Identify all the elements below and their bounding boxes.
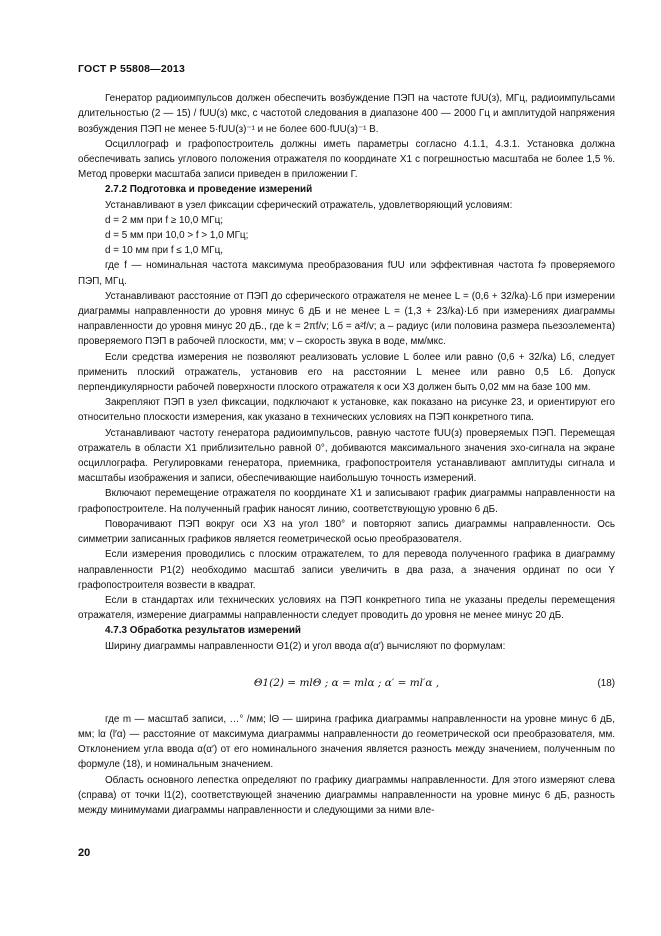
paragraph-formula-legend: где m — масштаб записи, …° /мм; lΘ — ширина графика диаграммы направленности на уровне минус 6 дБ, мм; lα (l′α) — расстояние от максимума диаграммы направленности до геометрической оси преобразователя, мм. Отклонением угла ввода α(α′) от его номинального значения является разность между значением, полученным по формуле (18), и номинальным значением. [78, 713, 615, 771]
document-page [78, 62, 615, 818]
section-heading-preparation: 2.7.2 Подготовка и проведение измерений [105, 184, 313, 196]
paragraph-recording: Включают перемещение отражателя по координате X1 и записывают график диаграммы направленности на графопостроителе. На полученный график наносят линию, соответствующую уровню 6 дБ. [78, 488, 615, 515]
paragraph-frequency-definition: где f — номинальная частота максимума преобразования fUU или эффективная частота fэ проверяемого ПЭП, МГц. [78, 260, 615, 287]
paragraph-oscillograph: Осциллограф и графопостроитель должны иметь параметры согласно 4.1.1, 4.3.1. Установка должна обеспечивать запись углового положения отражателя по координате X1 с погрешностью масштаба не более 1,5 %. Метод проверки масштаба записи приведен в приложении Г. [78, 138, 615, 181]
condition-line-2: d = 5 мм при 10,0 > f > 1,0 МГц; [105, 230, 249, 242]
paragraph-width-formula-intro: Ширину диаграммы направленности Θ1(2) и угол ввода α(α′) вычисляют по формулам: [105, 640, 506, 652]
paragraph-reflector-install: Устанавливают в узел фиксации сферический отражатель, удовлетворяющий условиям: [105, 199, 513, 211]
paragraph-limits: Если в стандартах или технических условиях на ПЭП конкретного типа не указаны пределы перемещения отражателя, измерение диаграммы направленности следует проводить до уровня не менее минус 20 дБ. [78, 594, 615, 622]
formula-18: Θ1(2) = mlΘ ; α = mlα ; α′ = ml′α , [253, 677, 440, 690]
paragraph-rotation: Поворачивают ПЭП вокруг оси X3 на угол 180° и повторяют запись диаграммы направленности. Ось симметрии записанных графиков является геометрической осью преобразователя. [78, 518, 615, 546]
paragraph-generator: Генератор радиоимпульсов должен обеспечить возбуждение ПЭП на частоте fUU(з), МГц, радиоимпульсами длительностью (2 — 15) / fUU(з) мкс, с частотой следования в диапазоне 400 — 2000 Гц и амплитудой напряжения возбуждения ПЭП не менее 5·fUU(з)⁻¹ и не более 600·fUU(з)⁻¹ В. [78, 93, 615, 135]
paragraph-distance: Устанавливают расстояние от ПЭП до сферического отражателя не менее L = (0,6 + 32/ka)·Lб при измерении диаграммы направленности до уровня минус 6 дБ и не менее L = (1,3 + 23/ka)·Lб при измерениях диаграммы направленности до уровня минус 20 дБ., где k = 2πf/v; Lб = a²f/v; a – радиус (или половина размера пьезоэлемента) проверяемого ПЭП в рабочей плоскости, мм; v – скорость звука в воде, мм/мкс. [78, 290, 615, 348]
section-heading-processing: 4.7.3 Обработка результатов измерений [105, 625, 301, 637]
condition-line-1: d = 2 мм при f ≥ 10,0 МГц; [105, 214, 223, 226]
page-number: 20 [78, 847, 91, 859]
paragraph-frequency-setup: Устанавливают частоту генератора радиоимпульсов, равную частоте fUU(з) проверяемых ПЭП. Перемещая отражатель в области X1 приблизительно равной 0°, добиваются максимального значения эхо-сигнала на экране осциллографа. Регулировками генератора, приемника, графопостроителя устанавливают амплитуды сигнала и масштабы изображения и записи, обеспечивающие наибольшую точность измерений. [78, 427, 615, 485]
paragraph-main-lobe: Область основного лепестка определяют по графику диаграммы направленности. Для этого измеряют слева (справа) от точки l1(2), соответствующей значению диаграммы направленности на уровне минус 6 дБ, разность между минимумами диаграммы направленности и следующими за ними вле- [78, 774, 615, 816]
condition-line-3: d = 10 мм при f ≤ 1,0 МГц, [105, 245, 223, 257]
formula-block [78, 660, 615, 708]
paragraph-mounting: Закрепляют ПЭП в узел фиксации, подключают к установке, как показано на рисунке 23, и ориентируют его относительно плоскости измерения, как указано в технических условиях на ПЭП конкретного типа. [78, 397, 615, 424]
paragraph-flat-reflector: Если средства измерения не позволяют реализовать условие L более или равно (0,6 + 32/ka) Lб, следует применить плоский отражатель, установив его на расстоянии L менее или равно 0,5 Lб. Допуск перпендикулярности рабочей поверхности плоского отражателя к оси X3 должен быть 0,02 мм на базе 100 мм. [78, 351, 615, 394]
formula-number: (18) [597, 678, 615, 690]
paragraph-flat-conversion: Если измерения проводились с плоским отражателем, то для перевода полученного графика в диаграмму направленности P1(2) необходимо масштаб записи увеличить в два раза, а значения ординат по оси Y графопостроителя возвести в квадрат. [78, 549, 615, 591]
standard-header: ГОСТ Р 55808—2013 [78, 63, 186, 75]
